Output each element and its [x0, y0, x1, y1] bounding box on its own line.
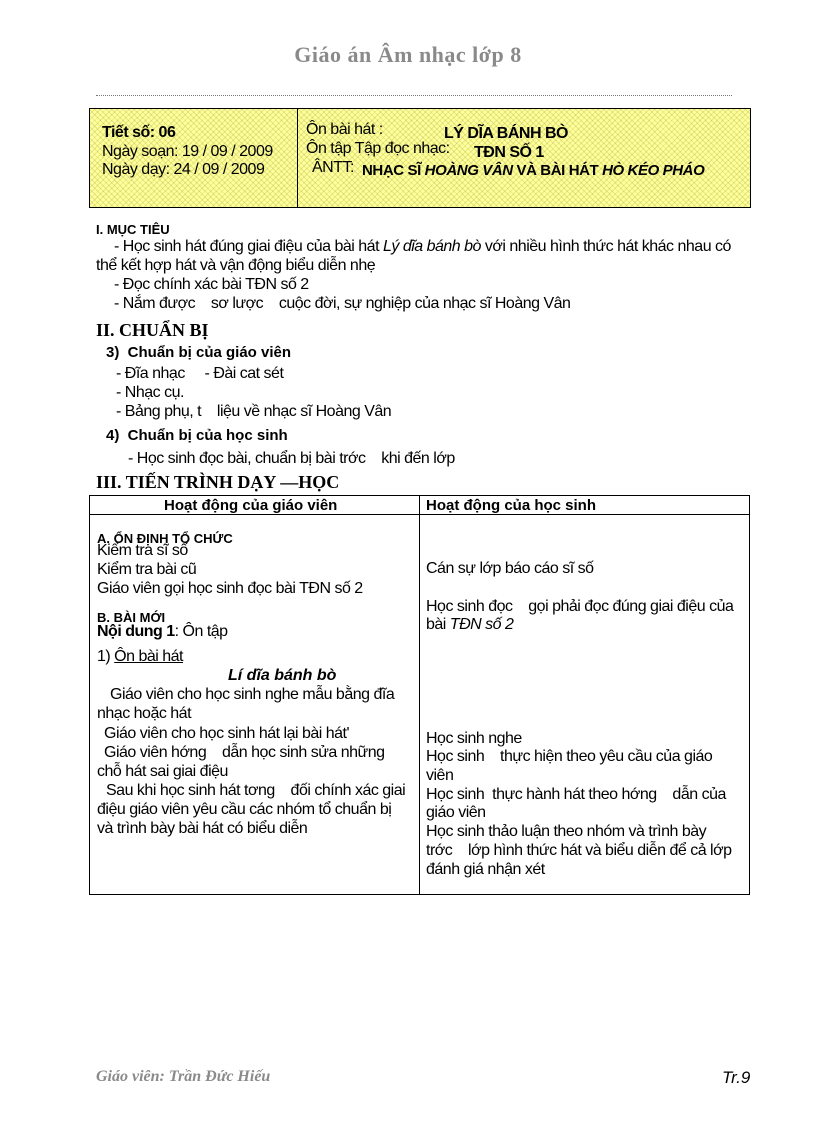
song-title: Lí dĩa bánh bò — [228, 667, 337, 684]
student-line-perform-b: viên — [426, 767, 454, 784]
teach-date: Ngày dạy: 24 / 09 / 2009 — [102, 161, 265, 178]
info-box-divider — [297, 109, 298, 207]
student-prep-item: - Học sinh đọc bài, chuẩn bị bài trớc khi đến lớp — [128, 450, 455, 467]
table-header-divider — [90, 514, 749, 515]
dotted-divider — [96, 95, 732, 96]
teacher-para-4c: và trình bày bài hát có biểu diễn — [97, 820, 308, 837]
student-line-read-a: Học sinh đọc gọi phải đọc đúng giai điệu của — [426, 598, 734, 615]
content-1-label: Nội dung 1 — [97, 623, 175, 640]
antt-middle: VÀ BÀI HÁT — [512, 162, 603, 179]
teacher-para-2: Giáo viên cho học sinh hát lại bài hát' — [104, 725, 350, 742]
preparation-heading: II. CHUẨN BỊ — [96, 320, 209, 340]
antt-composer: HOÀNG VÂN — [424, 162, 513, 179]
objective-line-3: - Đọc chính xác bài TĐN số 2 — [114, 276, 309, 293]
teacher-para-3a: Giáo viên hớng dẫn học sinh sửa những — [104, 744, 385, 761]
student-read-bai: bài — [426, 616, 450, 633]
objective-line-4: - Nắm được sơ lược cuộc đời, sự nghiệp của nhạc sĩ Hoàng Vân — [114, 295, 571, 312]
review-reading-label: Ôn tập Tập đọc nhạc: — [306, 140, 450, 157]
student-prep-heading: 4) Chuẩn bị của học sinh — [106, 427, 288, 444]
student-line-practice-a: Học sinh thực hành hát theo hớng dẫn của — [426, 786, 726, 803]
footer-teacher-name: Giáo viên: Trần Đức Hiếu — [96, 1068, 271, 1085]
review-item-line — [97, 648, 183, 666]
student-line-discuss-c: đánh giá nhận xét — [426, 861, 545, 878]
teacher-line-attendance: Kiểm tra sĩ số — [97, 542, 188, 559]
objective-1b: với nhiều hình thức hát khác nhau có — [480, 238, 731, 255]
teacher-line-call-student: Giáo viên gọi học sinh đọc bài TĐN số 2 — [97, 580, 363, 597]
teacher-para-4a: Sau khi học sinh hát tơng đối chính xác giai — [106, 782, 406, 799]
procedure-heading: III. TIẾN TRÌNH DẠY —HỌC — [96, 472, 340, 492]
section-a-heading: A. ỔN ĐỊNH TỔ CHỨC — [97, 531, 233, 546]
antt-text — [362, 162, 704, 179]
prep-date: Ngày soạn: 19 / 09 / 2009 — [102, 143, 273, 160]
teacher-para-1a: Giáo viên cho học sinh nghe mẫu bằng đĩa — [110, 686, 395, 703]
review-song-title: LÝ DĨA BÁNH BÒ — [444, 125, 568, 142]
teacher-prep-item-2: - Nhạc cụ. — [116, 384, 184, 401]
teacher-line-check-homework: Kiểm tra bài cũ — [97, 561, 197, 578]
column-header-teacher: Hoạt động của giáo viên — [164, 497, 338, 514]
content-1-line — [97, 623, 228, 641]
objective-line-1 — [114, 238, 731, 256]
table-column-divider — [419, 496, 420, 894]
period-number: Tiết số: 06 — [102, 124, 176, 141]
teacher-prep-item-1: - Đĩa nhạc - Đài cat sét — [116, 365, 284, 382]
review-item-label: Ôn bài hát — [114, 648, 183, 665]
content-1-text: : Ôn tập — [174, 623, 228, 640]
review-item-number: 1) — [97, 648, 115, 665]
objective-line-2: thể kết hợp hát và vận động biểu diễn nhẹ — [96, 257, 376, 274]
review-reading-title: TĐN SỐ 1 — [474, 144, 544, 161]
antt-label: ÂNTT: — [312, 159, 354, 176]
student-line-read-b — [426, 616, 513, 634]
column-header-student: Hoạt động của học sinh — [426, 497, 597, 514]
teacher-prep-item-3: - Bảng phụ, t liệu về nhạc sĩ Hoàng Vân — [116, 403, 392, 420]
teacher-para-4b: điệu giáo viên yêu cầu các nhóm tổ chuẩn bị — [97, 801, 392, 818]
objectives-heading: I. MỤC TIÊU — [96, 222, 170, 237]
objective-song: Lý dĩa bánh bò — [382, 238, 481, 255]
student-read-tdn: TĐN số 2 — [449, 616, 514, 633]
lesson-info-box — [89, 108, 751, 208]
objective-1a: - Học sinh hát đúng giai điệu của bài hát — [114, 238, 383, 255]
student-line-perform-a: Học sinh thực hiện theo yêu cầu của giáo — [426, 748, 713, 765]
student-line-discuss-b: trớc lớp hình thức hát và biểu diễn để cả lớp — [426, 842, 732, 859]
teacher-prep-heading: 3) Chuẩn bị của giáo viên — [106, 344, 292, 361]
teacher-para-1b: nhạc hoặc hát — [97, 705, 192, 722]
review-song-label: Ôn bài hát : — [306, 121, 383, 138]
page-title: Giáo án Âm nhạc lớp 8 — [294, 42, 522, 67]
antt-prefix: NHẠC SĨ — [362, 162, 425, 179]
antt-song: HÒ KÉO PHÁO — [602, 162, 705, 179]
footer-page-number: Tr.9 — [722, 1068, 751, 1087]
section-b-heading: B. BÀI MỚI — [97, 610, 166, 625]
student-line-discuss-a: Học sinh thảo luận theo nhóm và trình bày — [426, 823, 707, 840]
student-line-practice-b: giáo viên — [426, 804, 486, 821]
teacher-para-3b: chỗ hát sai giai điệu — [97, 763, 228, 780]
student-line-report: Cán sự lớp báo cáo sĩ số — [426, 560, 594, 577]
student-line-listen: Học sinh nghe — [426, 730, 522, 747]
procedure-table — [89, 495, 750, 895]
